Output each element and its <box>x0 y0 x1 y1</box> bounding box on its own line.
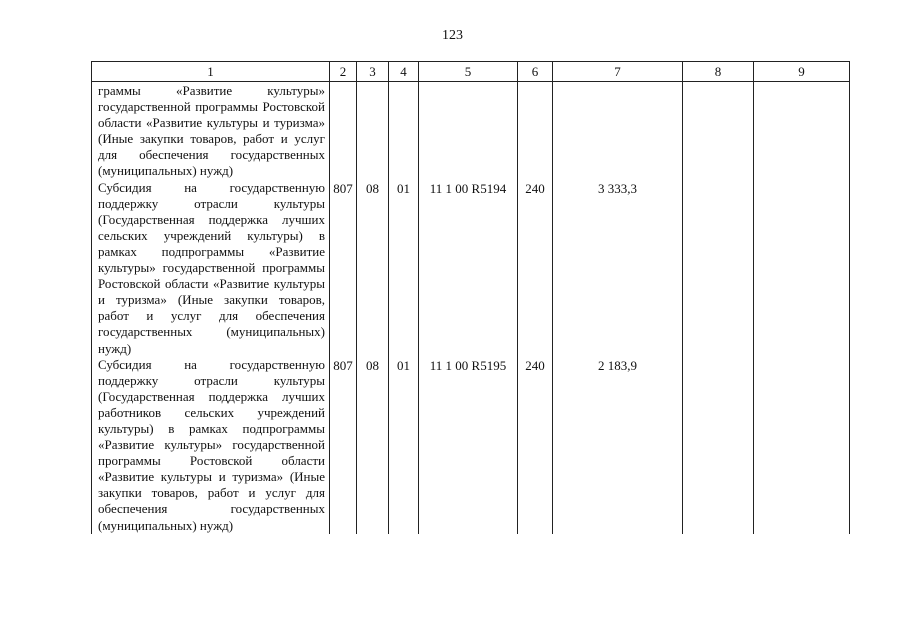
cell-col8 <box>683 180 754 357</box>
cell-expense-type <box>518 82 553 180</box>
cell-amount: 3 333,3 <box>553 180 683 357</box>
cell-ministry: 807 <box>330 180 357 357</box>
cell-ministry <box>330 82 357 180</box>
cell-section <box>357 82 389 180</box>
cell-subsection: 01 <box>389 357 419 534</box>
cell-col8 <box>683 82 754 180</box>
column-header: 6 <box>518 62 553 82</box>
column-header: 7 <box>553 62 683 82</box>
column-header: 9 <box>754 62 850 82</box>
column-header: 5 <box>419 62 518 82</box>
table-row <box>92 180 850 357</box>
cell-target-code: 11 1 00 R5194 <box>419 180 518 357</box>
column-header: 4 <box>389 62 419 82</box>
cell-amount: 2 183,9 <box>553 357 683 534</box>
row-description: Субсидия на государственную поддержку отрасли культуры (Государственная поддержка лучших сельских учреждений культуры) в рамках подпрограммы «Развитие культуры» государственной программы Ростовской области «Развитие культуры и туризма» (Иные закупки товаров, работ и услуг для обеспечения государственных (муниципальных) нужд) <box>92 180 330 357</box>
column-header: 2 <box>330 62 357 82</box>
cell-section: 08 <box>357 180 389 357</box>
table-row <box>92 82 850 180</box>
column-header: 1 <box>92 62 330 82</box>
cell-col9 <box>754 82 850 180</box>
table-row <box>92 357 850 534</box>
budget-table <box>91 61 850 534</box>
column-header: 8 <box>683 62 754 82</box>
cell-ministry: 807 <box>330 357 357 534</box>
cell-amount <box>553 82 683 180</box>
cell-target-code <box>419 82 518 180</box>
cell-col8 <box>683 357 754 534</box>
column-header: 3 <box>357 62 389 82</box>
page-number: 123 <box>442 28 463 43</box>
cell-section: 08 <box>357 357 389 534</box>
cell-expense-type: 240 <box>518 357 553 534</box>
cell-expense-type: 240 <box>518 180 553 357</box>
cell-col9 <box>754 357 850 534</box>
cell-subsection: 01 <box>389 180 419 357</box>
cell-subsection <box>389 82 419 180</box>
row-description: граммы «Развитие культуры» государственной программы Ростовской области «Развитие культуры и туризма» (Иные закупки товаров, работ и услуг для обеспечения государственных (муниципальных) нужд) <box>92 82 330 180</box>
cell-target-code: 11 1 00 R5195 <box>419 357 518 534</box>
header-row <box>92 62 850 82</box>
cell-col9 <box>754 180 850 357</box>
row-description: Субсидия на государственную поддержку отрасли культуры (Государственная поддержка лучших работников сельских учреждений культуры) в рамках подпрограммы «Развитие культуры» государственной программы Ростовской области «Развитие культуры и туризма» (Иные закупки товаров, работ и услуг для обеспечения государственных (муниципальных) нужд) <box>92 357 330 534</box>
